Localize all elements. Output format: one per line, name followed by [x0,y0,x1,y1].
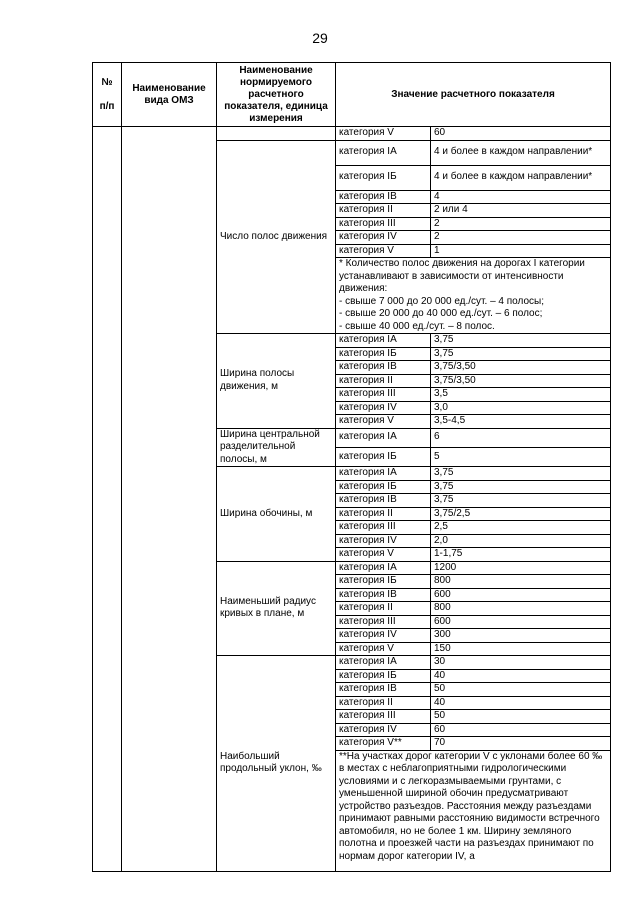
category-cell: категория IВ [336,361,431,375]
category-cell: категория IВ [336,190,431,204]
category-cell: категория II [336,204,431,218]
value-cell: 2,5 [431,521,611,535]
category-cell: категория IА [336,561,431,575]
category-cell: категория IБ [336,447,431,466]
value-cell: 3,75/2,5 [431,507,611,521]
category-cell: категория IV [336,534,431,548]
value-cell: 150 [431,642,611,656]
value-cell: 2 или 4 [431,204,611,218]
value-cell: 2 [431,217,611,231]
category-cell: категория IА [336,140,431,165]
header-num: № п/п [93,63,122,127]
category-cell: категория V [336,127,431,141]
value-cell: 1200 [431,561,611,575]
value-cell: 3,75 [431,480,611,494]
category-cell: категория IВ [336,683,431,697]
category-cell: категория V [336,244,431,258]
category-cell: категория IВ [336,494,431,508]
category-cell: категория IБ [336,347,431,361]
category-cell: категория V** [336,737,431,751]
category-cell: категория IБ [336,165,431,190]
indicator-cell: Число полос движения [217,140,336,334]
indicator-cell: Ширина центральной разделительной полосы, м [217,428,336,467]
indicator-cell: Ширина обочины, м [217,467,336,562]
category-cell: категория IБ [336,669,431,683]
category-cell: категория III [336,710,431,724]
footnote-cell: * Количество полос движения на дорогах I категории устанавливают в зависимости от интенсивности движения: - свыше 7 000 до 20 000 ед./сут. – 4 полосы; - свыше 20 000 до 40 000 ед./сут. – 6 полос; - свыше 40 000 ед./сут. – 8 полос. [336,258,611,334]
value-cell: 1 [431,244,611,258]
value-cell: 3,75/3,50 [431,374,611,388]
value-cell: 3,75 [431,467,611,481]
value-cell: 300 [431,629,611,643]
value-cell: 60 [431,723,611,737]
value-cell: 50 [431,683,611,697]
value-cell: 40 [431,696,611,710]
value-cell: 50 [431,710,611,724]
value-cell: 600 [431,588,611,602]
table-body [93,127,611,872]
indicator-cell: Наименьший радиус кривых в плане, м [217,561,336,656]
table-header-row [93,63,611,127]
table-row [93,127,611,141]
value-cell: 6 [431,428,611,447]
category-cell: категория IА [336,467,431,481]
num-cell [93,127,122,872]
category-cell: категория II [336,374,431,388]
category-cell: категория IБ [336,575,431,589]
value-cell: 1-1,75 [431,548,611,562]
header-indicator: Наименование нормируемого расчетного показателя, единица измерения [217,63,336,127]
category-cell: категория IА [336,656,431,670]
value-cell: 60 [431,127,611,141]
value-cell: 30 [431,656,611,670]
category-cell: категория II [336,696,431,710]
value-cell: 5 [431,447,611,466]
value-cell: 3,0 [431,401,611,415]
category-cell: категория IV [336,629,431,643]
page-number: 29 [312,30,328,46]
category-cell: категория IБ [336,480,431,494]
category-cell: категория IV [336,401,431,415]
value-cell: 4 и более в каждом направлении* [431,165,611,190]
header-omz-type: Наименование вида ОМЗ [122,63,217,127]
indicator-cell: Наибольший продольный уклон, ‰ [217,656,336,872]
value-cell: 40 [431,669,611,683]
footnote-cell: **На участках дорог категории V с уклонами более 60 ‰ в местах с неблагоприятными гидрологическими условиями и с легкоразмываемыми грунтами, с уменьшенной шириной обочин предусматривают устройство разъездов. Расстояния между разъездами принимают равными расстоянию видимости встречного автомобиля, но не более 1 км. Ширину земляного полотна и проезжей части на разъездах принимают по нормам дорог категории IV, а [336,750,611,871]
omz-type-cell [122,127,217,872]
category-cell: категория III [336,615,431,629]
value-cell: 4 и более в каждом направлении* [431,140,611,165]
value-cell: 3,75/3,50 [431,361,611,375]
category-cell: категория IV [336,231,431,245]
value-cell: 3,75 [431,334,611,348]
value-cell: 2,0 [431,534,611,548]
category-cell: категория II [336,507,431,521]
category-cell: категория IV [336,723,431,737]
value-cell: 2 [431,231,611,245]
value-cell: 600 [431,615,611,629]
value-cell: 3,5-4,5 [431,415,611,429]
value-cell: 70 [431,737,611,751]
value-cell: 3,75 [431,494,611,508]
category-cell: категория III [336,521,431,535]
header-value: Значение расчетного показателя [336,63,611,127]
value-cell: 3,75 [431,347,611,361]
category-cell: категория IВ [336,588,431,602]
category-cell: категория V [336,415,431,429]
value-cell: 800 [431,575,611,589]
value-cell: 800 [431,602,611,616]
standards-table [92,62,611,872]
indicator-cell [217,127,336,141]
category-cell: категория IА [336,334,431,348]
category-cell: категория III [336,217,431,231]
category-cell: категория V [336,642,431,656]
category-cell: категория IА [336,428,431,447]
indicator-cell: Ширина полосы движения, м [217,334,336,429]
category-cell: категория II [336,602,431,616]
category-cell: категория V [336,548,431,562]
category-cell: категория III [336,388,431,402]
value-cell: 3,5 [431,388,611,402]
value-cell: 4 [431,190,611,204]
